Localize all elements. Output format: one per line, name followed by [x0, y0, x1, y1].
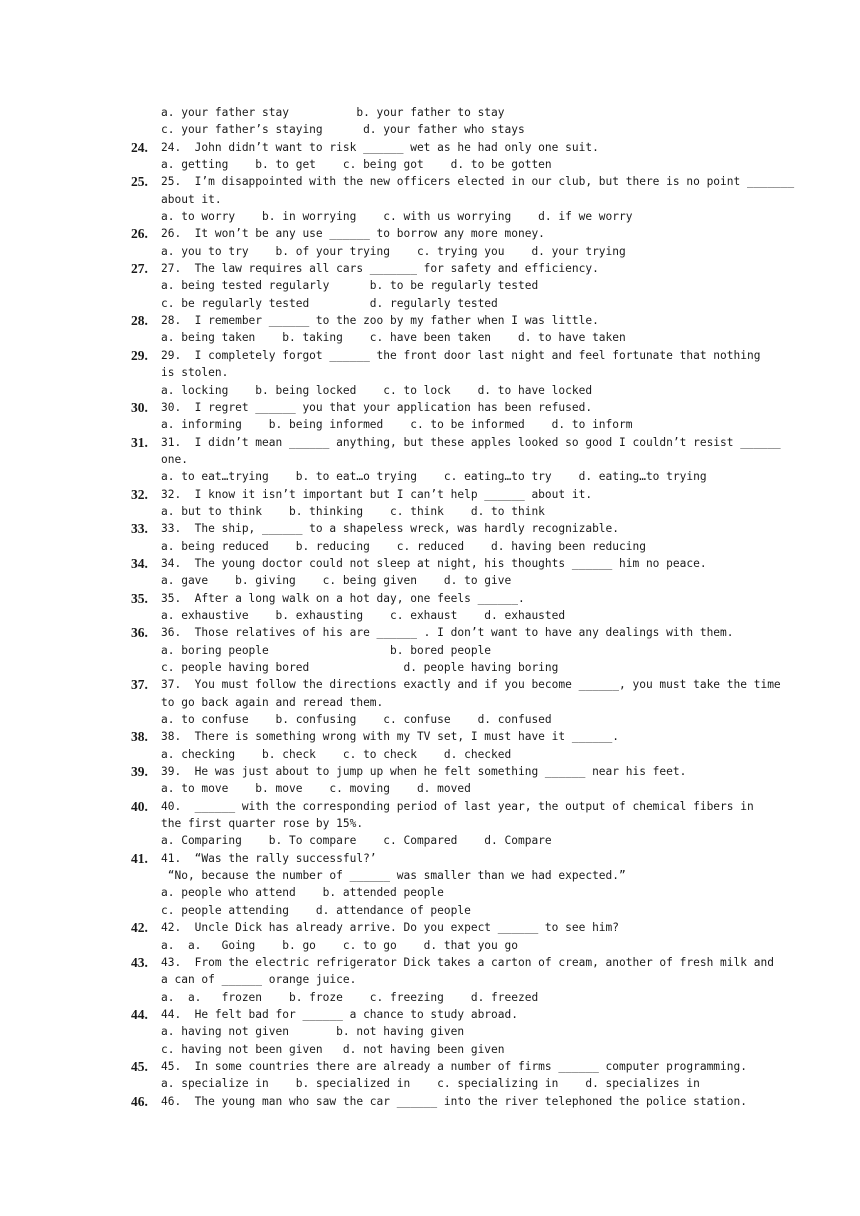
question-stem-text: 38. There is something wrong with my TV set, I must have it ______. [161, 730, 620, 744]
question-list [131, 104, 795, 1110]
question-item [131, 486, 736, 521]
question-item [131, 676, 781, 728]
question-stem-text: 46. The young man who saw the car ______ into the river telephoned the police station. [161, 1094, 747, 1108]
question-stem-line [131, 364, 736, 381]
question-number: 41. [131, 850, 148, 866]
question-stem-line [131, 676, 781, 693]
answer-options-line: c. having not been given d. not having been given [161, 1042, 505, 1056]
answer-options-line: a. people who attend b. attended people [161, 886, 444, 900]
question-item [131, 850, 736, 919]
question-stem-line [131, 486, 736, 503]
question-stem-text: 27. The law requires all cars _______ for safety and efficiency. [161, 262, 599, 276]
answer-options-line: c. people having bored d. people having boring [161, 661, 559, 674]
answer-options-line: a. specialize in b. specialized in c. specializing in d. specializes in [161, 1077, 700, 1091]
question-number: 40. [131, 798, 148, 814]
question-stem-text: a can of ______ orange juice. [161, 973, 357, 987]
question-item [131, 1093, 747, 1110]
question-number: 34. [131, 555, 148, 571]
answer-options-line: a. to move b. move c. moving d. moved [161, 782, 471, 796]
question-number: 32. [131, 486, 148, 502]
question-stem-line [131, 867, 736, 884]
answer-options-line: a. informing b. being informed c. to be informed d. to inform [161, 418, 633, 432]
question-number: 45. [131, 1058, 148, 1074]
question-item [131, 728, 736, 763]
question-stem-text: 44. He felt bad for ______ a chance to study abroad. [161, 1007, 518, 1021]
question-stem-line [131, 850, 736, 867]
question-number: 33. [131, 521, 148, 537]
question-number: 25. [131, 174, 148, 190]
answer-options-line: a. checking b. check c. to check d. checked [161, 747, 512, 761]
question-number: 38. [131, 729, 148, 745]
question-stem-text: “No, because the number of ______ was smaller than we had expected.” [161, 869, 626, 883]
answer-options-line: a. you to try b. of your trying c. trying you d. your trying [161, 244, 626, 258]
answer-options-line: a. boring people b. bored people [161, 643, 492, 657]
question-number: 28. [131, 313, 148, 329]
question-stem-text: is stolen. [161, 366, 229, 380]
question-number: 39. [131, 764, 148, 780]
answer-options-line: a. to worry b. in worrying c. with us worrying d. if we worry [161, 210, 633, 224]
question-item [131, 173, 795, 225]
question-item [131, 260, 736, 312]
question-stem-line [131, 798, 754, 815]
question-number: 35. [131, 590, 148, 606]
answer-options-line: a. being tested regularly b. to be regularly tested [161, 279, 539, 293]
question-stem-text: 33. The ship, ______ to a shapeless wreck, was hardly recognizable. [161, 522, 620, 536]
question-stem-text: to go back again and reread them. [161, 695, 384, 709]
question-stem-text: 41. “Was the rally successful?’ [161, 851, 377, 865]
question-stem-text: 36. Those relatives of his are ______ . I don’t want to have any dealings with them. [161, 626, 734, 640]
question-stem-line [131, 1093, 747, 1110]
question-stem-text: 24. John didn’t want to risk ______ wet as he had only one suit. [161, 140, 599, 154]
question-stem-text: 42. Uncle Dick has already arrive. Do you expect ______ to see him? [161, 921, 620, 935]
question-number: 36. [131, 625, 148, 641]
answer-options-line: c. be regularly tested d. regularly tested [161, 296, 498, 310]
question-stem-line [131, 434, 781, 451]
question-stem-text: 34. The young doctor could not sleep at night, his thoughts ______ him no peace. [161, 556, 707, 570]
answer-options-line: a. Comparing b. To compare c. Compared d. Compare [161, 834, 552, 848]
question-stem-line [131, 347, 761, 364]
question-stem-text: about it. [161, 192, 222, 206]
question-item [131, 434, 781, 486]
question-item [131, 312, 736, 347]
answer-options-line: a. a. Going b. go c. to go d. that you go [161, 938, 518, 952]
question-number: 43. [131, 954, 148, 970]
question-stem-line [131, 451, 736, 468]
question-stem-text: 32. I know it isn’t important but I can’t help ______ about it. [161, 487, 593, 501]
question-number: 42. [131, 920, 148, 936]
answer-options-line: a. locking b. being locked c. to lock d. to have locked [161, 383, 593, 397]
answer-options-line: a. to confuse b. confusing c. confuse d. confused [161, 713, 552, 727]
answer-options-line: a. a. frozen b. froze c. freezing d. freezed [161, 990, 539, 1004]
question-stem-line [131, 624, 736, 641]
question-stem-line [131, 728, 736, 745]
question-stem-line [131, 815, 736, 832]
question-stem-text: 29. I completely forgot ______ the front door last night and feel fortunate that nothing [161, 348, 761, 362]
answer-options-line: a. gave b. giving c. being given d. to give [161, 574, 512, 588]
question-item [131, 520, 736, 555]
question-number: 44. [131, 1006, 148, 1022]
answer-options-line: a. getting b. to get c. being got d. to be gotten [161, 158, 552, 172]
question-stem-text: 43. From the electric refrigerator Dick takes a carton of cream, another of fresh milk and [161, 955, 774, 969]
question-number: 37. [131, 677, 148, 693]
question-stem-line [131, 954, 774, 971]
question-stem-text: 40. ______ with the corresponding period of last year, the output of chemical fibers in [161, 799, 754, 813]
answer-options-line: c. your father’s staying d. your father who stays [161, 123, 525, 137]
question-item [131, 919, 736, 954]
question-number: 26. [131, 226, 148, 242]
question-stem-text: 45. In some countries there are already a number of firms ______ computer programming. [161, 1059, 747, 1073]
question-stem-line [131, 225, 736, 242]
question-stem-text: 28. I remember ______ to the zoo by my father when I was little. [161, 314, 599, 328]
question-stem-text: 26. It won’t be any use ______ to borrow any more money. [161, 227, 545, 241]
question-stem-line [131, 1006, 736, 1023]
question-number: 30. [131, 399, 148, 415]
answer-options-line: a. your father stay b. your father to stay [161, 106, 505, 119]
question-stem-text: 37. You must follow the directions exactly and if you become ______, you must take the time [161, 678, 781, 692]
question-item [131, 1058, 747, 1093]
answer-options-line: c. people attending d. attendance of people [161, 903, 471, 917]
answer-options-line: a. being reduced b. reducing c. reduced d. having been reducing [161, 539, 646, 553]
question-stem-line [131, 139, 736, 156]
question-item [131, 347, 761, 399]
question-stem-line [131, 399, 736, 416]
question-number: 29. [131, 347, 148, 363]
question-item [131, 954, 774, 1006]
question-item [131, 624, 736, 676]
question-stem-text: the first quarter rose by 15%. [161, 817, 364, 831]
question-stem-text: 25. I’m disappointed with the new officers elected in our club, but there is no point _______ [161, 175, 795, 189]
question-number: 46. [131, 1093, 148, 1109]
question-item [131, 139, 736, 174]
question-stem-line [131, 763, 736, 780]
question-stem-line [131, 555, 736, 572]
answer-options-line: a. to eat…trying b. to eat…o trying c. eating…to try d. eating…to trying [161, 470, 707, 484]
answer-options-line: a. having not given b. not having given [161, 1025, 465, 1039]
question-item [131, 798, 754, 850]
question-number: 31. [131, 434, 148, 450]
question-stem-line [131, 260, 736, 277]
question-stem-line [131, 520, 736, 537]
question-stem-text: 39. He was just about to jump up when he felt something ______ near his feet. [161, 765, 687, 779]
question-item [131, 590, 736, 625]
question-stem-line [131, 694, 736, 711]
question-stem-line [131, 971, 736, 988]
question-stem-text: 30. I regret ______ you that your application has been refused. [161, 400, 593, 414]
question-number: 24. [131, 139, 148, 155]
question-stem-line [131, 191, 736, 208]
question-item [131, 555, 736, 590]
question-item [131, 104, 736, 139]
question-stem-text: 31. I didn’t mean ______ anything, but these apples looked so good I couldn’t resist ______ [161, 435, 781, 449]
question-stem-line [131, 919, 736, 936]
question-stem-line [131, 590, 736, 607]
question-stem-text: 35. After a long walk on a hot day, one feels ______. [161, 591, 525, 605]
question-number: 27. [131, 261, 148, 277]
question-stem-line [131, 312, 736, 329]
question-item [131, 399, 736, 434]
answer-options-line: a. being taken b. taking c. have been taken d. to have taken [161, 331, 626, 345]
answer-options-line: a. exhaustive b. exhausting c. exhaust d. exhausted [161, 608, 566, 622]
question-stem-line [131, 1058, 747, 1075]
question-item [131, 1006, 736, 1058]
answer-options-line: a. but to think b. thinking c. think d. to think [161, 504, 545, 518]
question-item [131, 763, 736, 798]
question-item [131, 225, 736, 260]
question-stem-text: one. [161, 452, 188, 466]
question-stem-line [131, 173, 795, 190]
